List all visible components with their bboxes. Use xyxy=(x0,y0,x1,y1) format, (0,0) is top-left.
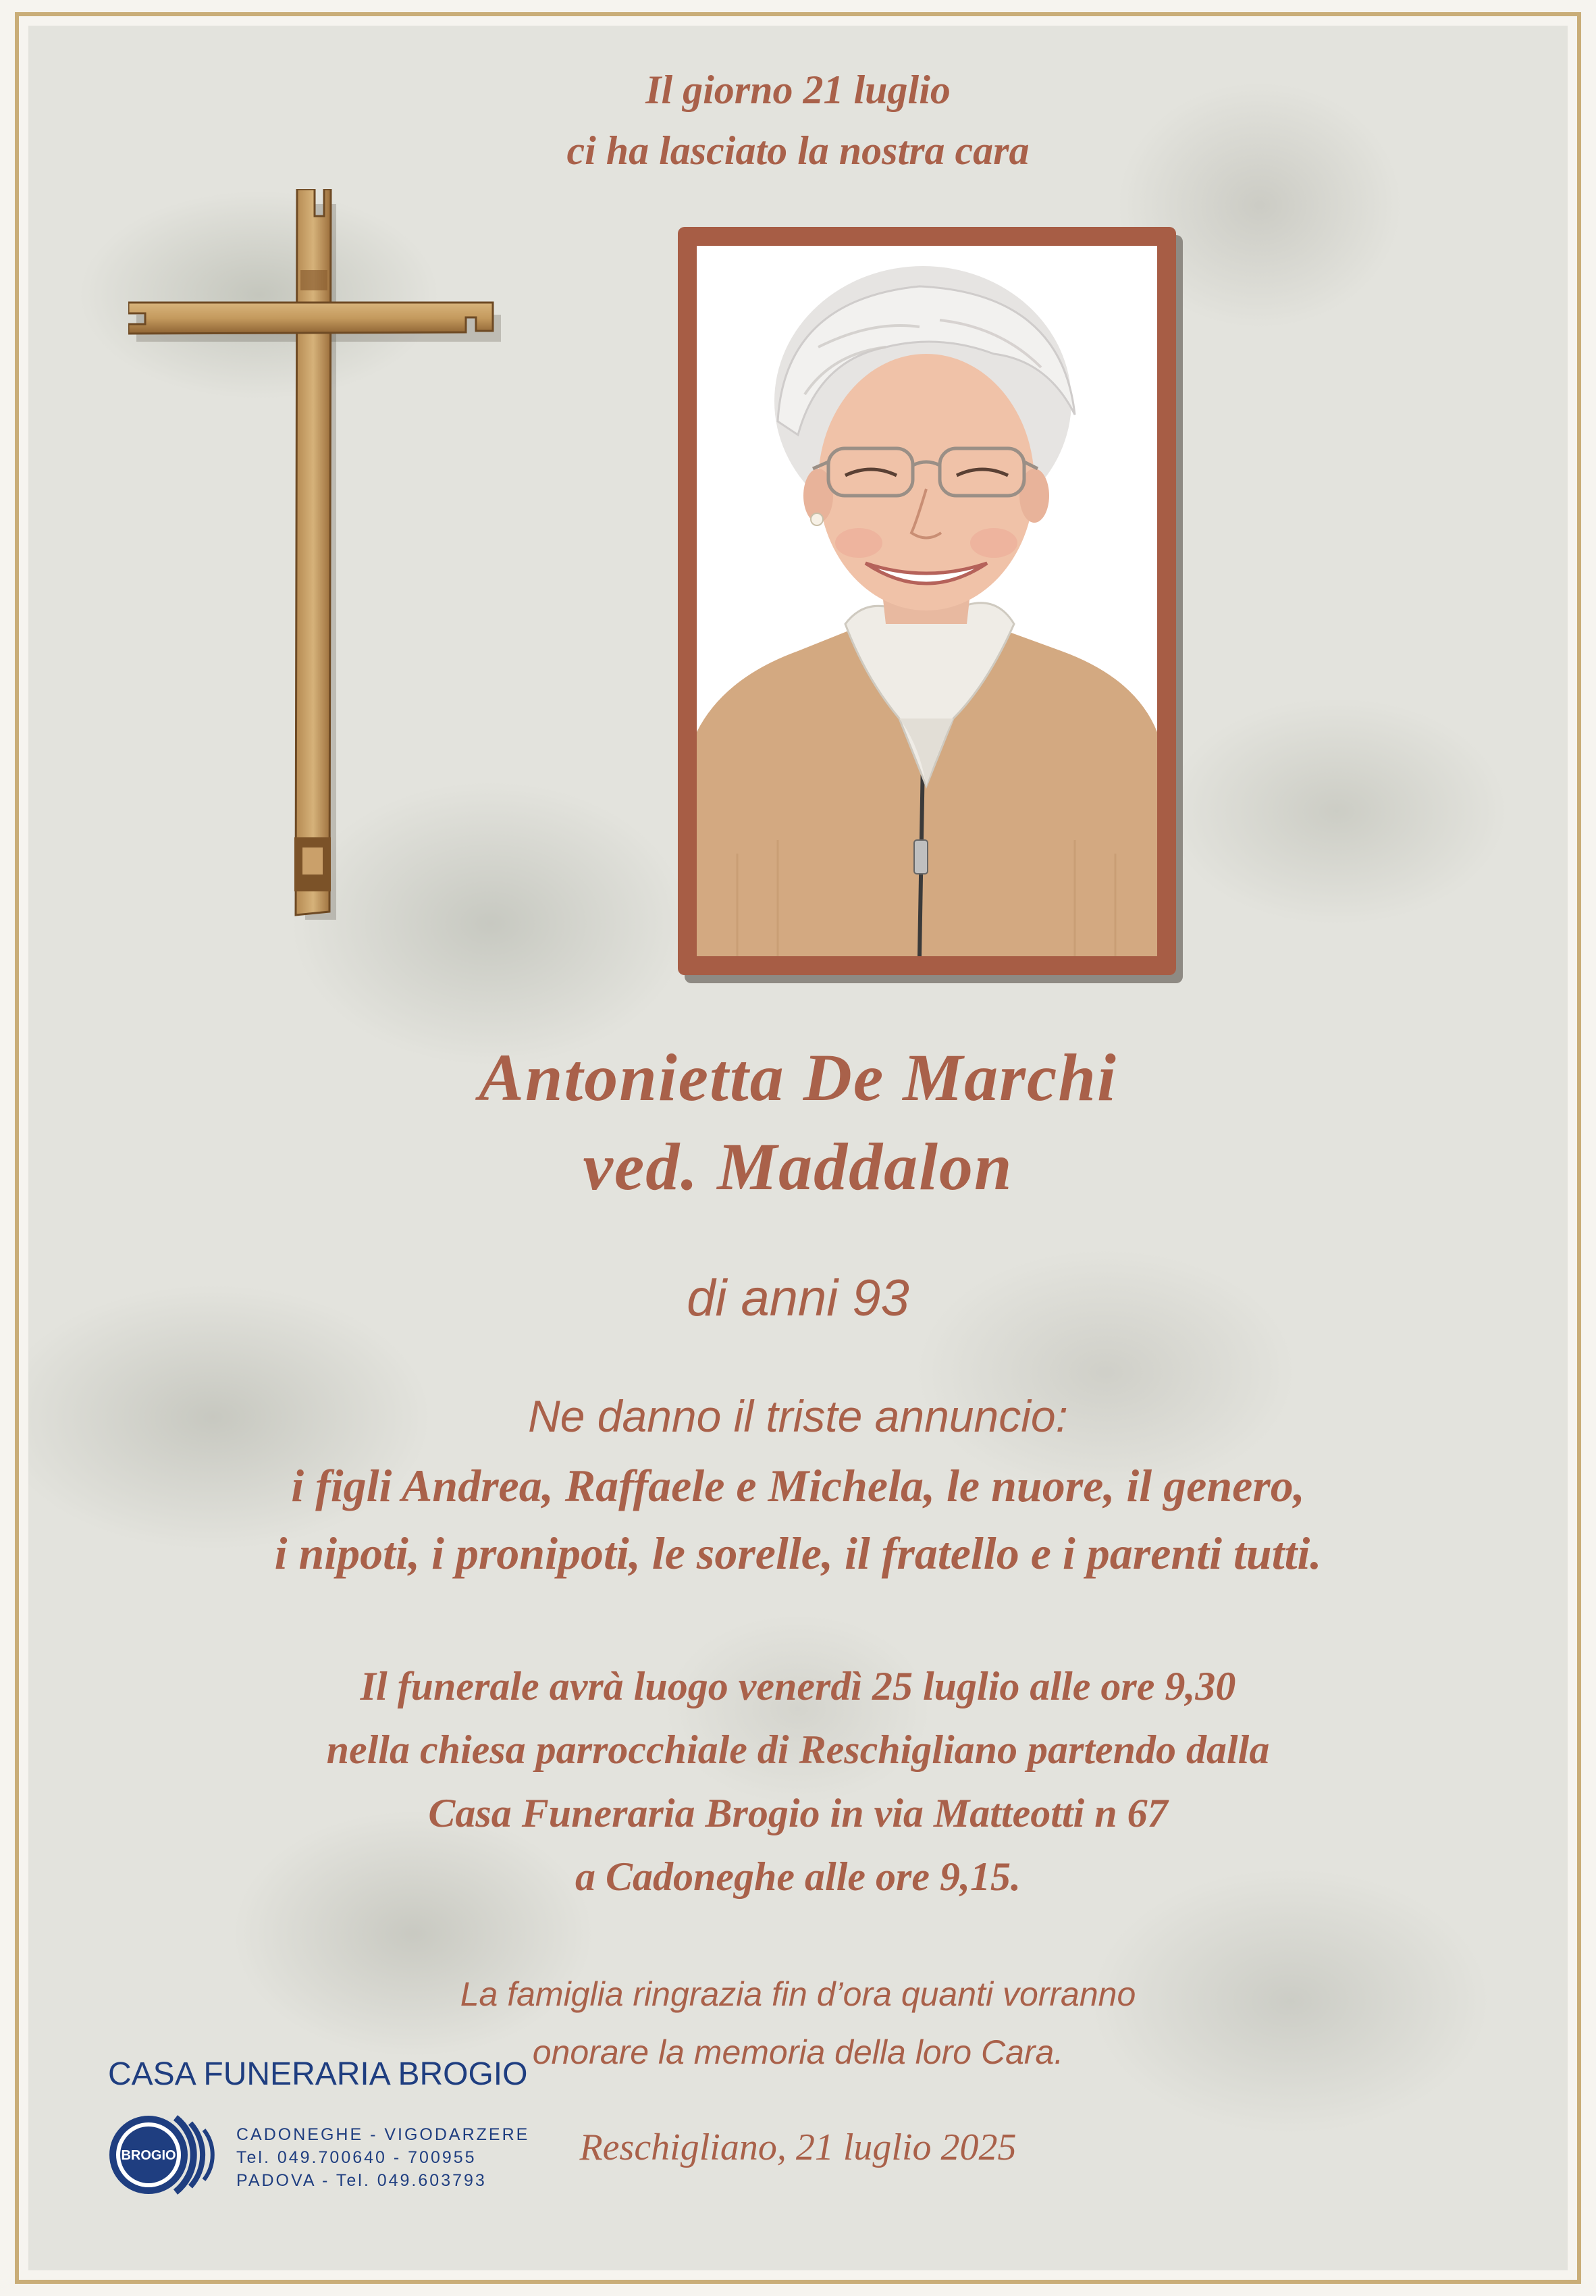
funeral-line-2: nella chiesa parrocchiale di Reschigliano partendo dalla xyxy=(326,1727,1270,1772)
brogio-logo-icon xyxy=(108,2104,223,2206)
relatives-list xyxy=(0,1452,1596,1587)
relatives-line-1: i figli Andrea, Raffaele e Michela, le nuore, il genero, xyxy=(291,1460,1305,1511)
funeral-home-contacts xyxy=(236,2123,529,2192)
funeral-home-phone-1: Tel. 049.700640 - 700955 xyxy=(236,2148,477,2167)
wooden-cross-icon xyxy=(128,189,506,925)
portrait-frame xyxy=(678,227,1176,975)
deceased-full-name: Antonietta De Marchi xyxy=(479,1040,1117,1115)
funeral-line-4: a Cadoneghe alle ore 9,15. xyxy=(575,1854,1021,1899)
portrait-photo xyxy=(697,246,1157,956)
funeral-home-block xyxy=(108,2056,530,2204)
thanks-line-1: La famiglia ringrazia fin d’ora quanti vorranno xyxy=(460,1975,1136,2013)
deceased-name xyxy=(0,1033,1596,1211)
funeral-line-1: Il funerale avrà luogo venerdì 25 luglio alle ore 9,30 xyxy=(360,1664,1236,1708)
intro-text xyxy=(0,59,1596,181)
relatives-line-2: i nipoti, i pronipoti, le sorelle, il fratello e i parenti tutti. xyxy=(274,1528,1322,1579)
place-date: Reschigliano, 21 luglio 2025 xyxy=(579,2127,1017,2168)
deceased-married-name: ved. Maddalon xyxy=(583,1129,1013,1204)
funeral-details xyxy=(0,1654,1596,1908)
logo-text: BROGIO xyxy=(121,2148,176,2163)
deceased-age: di anni 93 xyxy=(687,1270,909,1327)
funeral-home-location-2: PADOVA - Tel. 049.603793 xyxy=(236,2171,487,2190)
intro-line-2: ci ha lasciato la nostra cara xyxy=(566,128,1030,173)
funeral-home-location-1: CADONEGHE - VIGODARZERE xyxy=(236,2125,530,2144)
portrait-illustration xyxy=(697,246,1157,956)
announcement-intro: Ne danno il triste annuncio: xyxy=(528,1391,1068,1441)
intro-line-1: Il giorno 21 luglio xyxy=(645,68,951,112)
funeral-line-3: Casa Funeraria Brogio in via Matteotti n 67 xyxy=(428,1791,1168,1835)
thanks-line-2: onorare la memoria della loro Cara. xyxy=(532,2033,1064,2071)
funeral-home-name: CASA FUNERARIA BROGIO xyxy=(108,2056,528,2092)
